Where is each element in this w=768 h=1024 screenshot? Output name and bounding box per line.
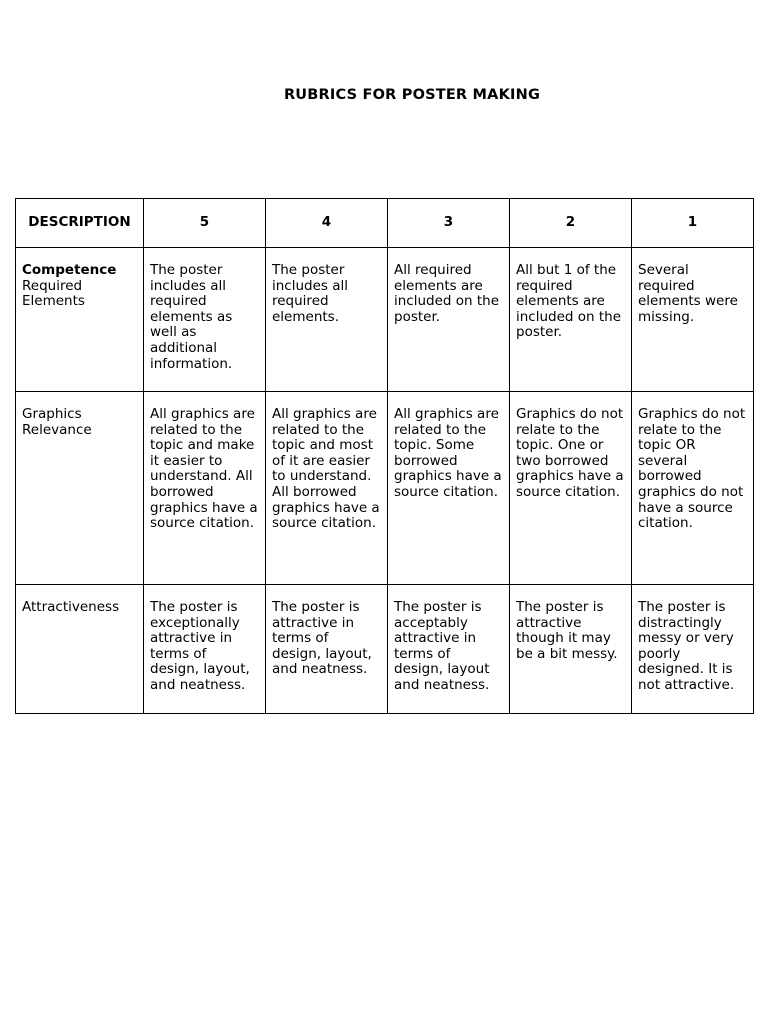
table-row [16, 585, 754, 714]
header-description: DESCRIPTION [16, 199, 144, 248]
header-score-1: 1 [632, 199, 754, 248]
score-1-cell: The poster is distractingly messy or very poorly designed. It is not attractive. [632, 585, 754, 714]
score-2-cell: The poster is attractive though it may be a bit messy. [510, 585, 632, 714]
score-5-cell: All graphics are related to the topic and make it easier to understand. All borrowed graphics have a source citation. [144, 392, 266, 585]
header-score-2: 2 [510, 199, 632, 248]
criterion-cell [16, 248, 144, 392]
rubric-table [15, 198, 754, 714]
table-row [16, 392, 754, 585]
table-header-row [16, 199, 754, 248]
score-4-cell: All graphics are related to the topic and most of it are easier to understand. All borrowed graphics have a source citation. [266, 392, 388, 585]
score-3-cell: All required elements are included on the poster. [388, 248, 510, 392]
score-2-cell: All but 1 of the required elements are included on the poster. [510, 248, 632, 392]
criterion-subtitle: Graphics Relevance [22, 406, 92, 438]
header-score-4: 4 [266, 199, 388, 248]
score-1-cell: Graphics do not relate to the topic OR several borrowed graphics do not have a source citation. [632, 392, 754, 585]
score-1-cell: Several required elements were missing. [632, 248, 754, 392]
score-2-cell: Graphics do not relate to the topic. One or two borrowed graphics have a source citation. [510, 392, 632, 585]
score-4-cell: The poster is attractive in terms of design, layout, and neatness. [266, 585, 388, 714]
page-title: RUBRICS FOR POSTER MAKING [283, 87, 541, 103]
criterion-cell [16, 392, 144, 585]
table-row [16, 248, 754, 392]
header-score-5: 5 [144, 199, 266, 248]
score-5-cell: The poster includes all required elements as well as additional information. [144, 248, 266, 392]
criterion-cell [16, 585, 144, 714]
criterion-subtitle: Attractiveness [22, 599, 120, 615]
criterion-subtitle: Required Elements [22, 277, 85, 310]
score-4-cell: The poster includes all required elements. [266, 248, 388, 392]
score-5-cell: The poster is exceptionally attractive in terms of design, layout, and neatness. [144, 585, 266, 714]
criterion-name: Competence [22, 262, 117, 278]
score-3-cell: All graphics are related to the topic. Some borrowed graphics have a source citation. [388, 392, 510, 585]
header-score-3: 3 [388, 199, 510, 248]
score-3-cell: The poster is acceptably attractive in terms of design, layout and neatness. [388, 585, 510, 714]
